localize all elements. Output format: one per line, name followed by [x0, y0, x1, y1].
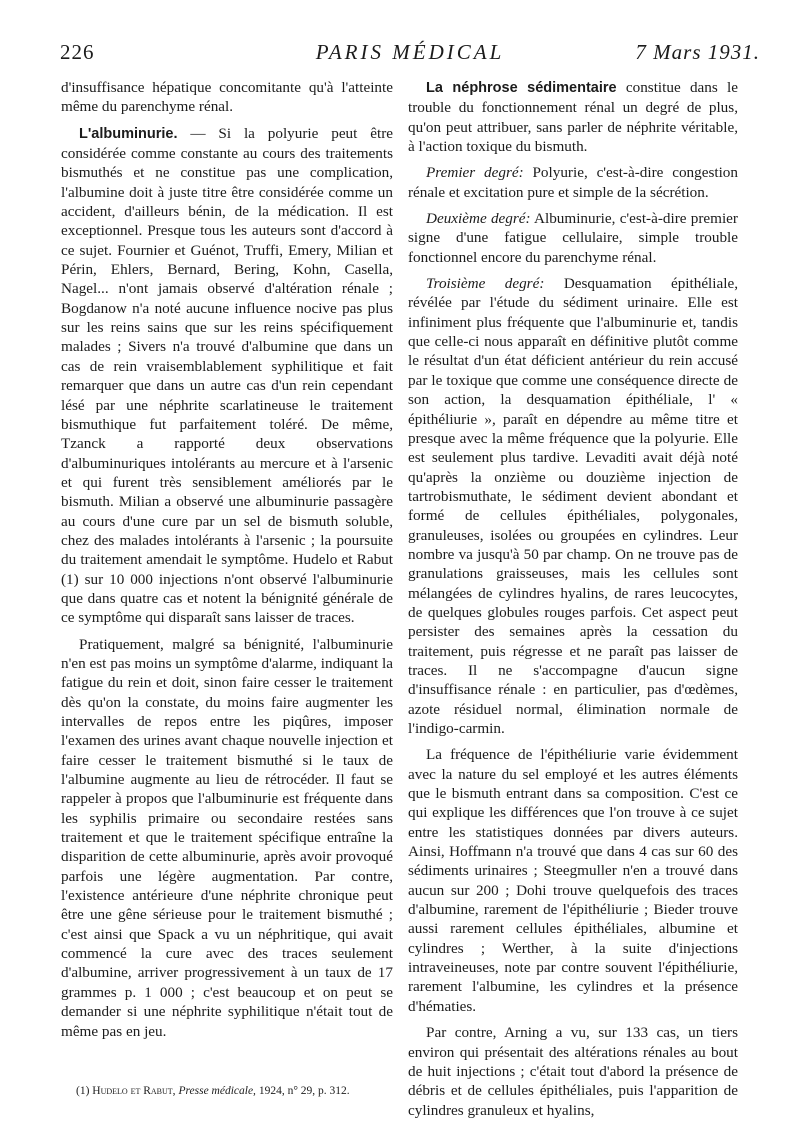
paragraph-nephrose [408, 78, 738, 156]
paragraph-text: — Si la polyurie peut être considérée comme constante au cours des traitements bismuthés et ne constitue pas une complication, l'albumine doit à juste titre être considérée comme un accident, d'ailleurs bénin, de la médication. Il est exceptionnel. Presque tous les auteurs sont d'accord à ce sujet. Fournier et Guénot, Truffi, Emery, Milian et Périn, Ehlers, Bernard, Bering, Kohn, Casella, Nagel... n'ont jamais observé d'altération rénale ; Bogdanow n'a noté aucune influence nocive pas plus sur les reins sains que sur les reins spécifiquement malades ; Sivers n'a trouvé d'albumine que dans un cas de rein vraisemblablement syphilitique et fait remarquer que dans un autre cas d'un rein cependant lésé par une néphrite scarlatineuse le traitement bismuthique fut parfaitement toléré. De même, Tzanck a rapporté deux observations d'albuminuriques intolérants au mercure et à l'arsenic et qui furent très sensiblement améliorés par le bismuth. Milian a observé une albuminurie passagère au cours d'une cure par un sel de bismuth soluble, chez des malades intolérants à l'arsenic ; la poursuite du traitement amendait le symptôme. Hudelo et Rabut (1) sur 10 000 injections n'ont observé l'albuminurie que dans quatre cas et notent la bénignité générale de ce symptôme qui disparaît sans laisser de traces. [61, 124, 393, 627]
right-column [408, 78, 738, 1127]
paragraph-text: Par contre, Arning a vu, sur 133 cas, un tiers environ qui présentait des altérations rénales au bout de huit injections ; c'était tout d'abord la présence de débris et de cellules épithéliales, puis l'apparition de cylindres granuleux et hyalins, [408, 1024, 738, 1119]
paragraph-text: Desquamation épithéliale, révélée par l'étude du sédiment urinaire. Elle est infiniment plus fréquente que l'albuminurie et, tandis que celle-ci nous apparaît en définitive plutôt comme le résultat d'un état déficient antérieur du rein accusé par le toxique que comme une conséquence directe de son action, la desquamation épithéliale, l' « épithéliurie », paraît en dépendre au même titre et presque avec la même fréquence que la polyurie. Elle est seulement plus tardive. Levaditi avait déjà noté qu'après la onzième ou douzième injection de tartrobismuthate, le sédiment devient abondant et formé de cellules épithéliales, polygonales, granuleuses, isolées ou groupées en cylindres. Leur nombre va jusqu'à 50 par champ. On ne trouve pas de granulations graisseuses, mais les cellules sont mélangées de cylindres hyalins, de rares leucocytes, de quelques globules rouges parfois. Cet aspect peut persister des semaines après la cessation du traitement, puis régresse et ne paraît pas laisser de traces. Il ne s'accompagne d'aucun signe d'insuffisance rénale : en particulier, pas d'œdèmes, azote résiduel normal, élimination normale de l'indigo-carmin. [408, 275, 738, 737]
paragraph-troisieme-degre [408, 274, 738, 738]
section-heading-albuminurie: L'albuminurie. [79, 125, 178, 142]
paragraph-deuxieme-degre [408, 209, 738, 267]
footnote [76, 1084, 406, 1098]
left-column [61, 78, 393, 1048]
section-heading-nephrose: La néphrose sédimentaire [426, 80, 617, 96]
paragraph-albuminurie [61, 124, 393, 628]
paragraph-text: d'insuffisance hépatique concomitante qu'à l'atteinte même du parenchyme rénal. [61, 79, 393, 116]
paragraph-continuation [61, 78, 393, 117]
footnote-citation: 1924, n° 29, p. 312. [258, 1085, 350, 1097]
paragraph-frequence [408, 745, 738, 1016]
running-header [60, 40, 760, 74]
degree-label-premier: Premier degré: [426, 164, 524, 182]
footnote-journal: Presse médicale, [178, 1085, 256, 1097]
paragraph-pratiquement [61, 635, 393, 1041]
footnote-authors: Hudelo et Rabut, [92, 1085, 176, 1097]
paragraph-arning [408, 1023, 738, 1120]
paragraph-premier-degre [408, 163, 738, 202]
degree-label-deuxieme: Deuxième degré: [426, 210, 531, 228]
issue-date: 7 Mars 1931. [635, 40, 760, 64]
paragraph-text: Albuminurie, c'est-à-dire premier signe d'une fatigue cellulaire, simple trouble fonctionnel encore du parenchyme rénal. [408, 210, 738, 266]
journal-title: PARIS MÉDICAL [315, 40, 505, 64]
page-number: 226 [60, 40, 95, 64]
paragraph-text: Polyurie, c'est-à-dire congestion rénale et excitation pure et simple de la sécrétion. [408, 164, 738, 201]
footnote-marker: (1) [76, 1085, 90, 1097]
paragraph-text: constitue dans le trouble du fonctionnement rénal un degré de plus, qu'on peut attribuer, sans parler de néphrite véritable, à l'action toxique du bismuth. [408, 79, 738, 156]
paragraph-text: Pratiquement, malgré sa bénignité, l'albuminurie n'en est pas moins un symptôme d'alarme, indiquant la fatigue du rein et doit, sinon faire cesser le traitement dès qu'on la constate, du moins faire augmenter les intervalles de repos entre les piqûres, imposer l'examen des urines avant chaque nouvelle injection et faire cesser le traitement bismuthé si le taux de l'albumine augmente au lieu de rétrocéder. Il faut se rappeler à propos que l'albuminurie est fréquente dans les syphilis primaire ou secondaire restées sans traitement et que le traitement spécifique entraîne la disparition de cette albuminurie, après avoir provoqué parfois une légère augmentation. Par contre, l'existence antérieure d'une néphrite chronique peut être une gêne sérieuse pour le traitement bismuthé ; c'est ainsi que Spack a vu un néphritique, qui avait commencé la cure avec des traces seulement d'albumine, arriver progressivement à un taux de 17 grammes p. 1 000 ; c'est beaucoup et on peut se demander si une néphrite syphilitique n'était tout de même pas en jeu. [61, 635, 393, 1040]
degree-label-troisieme: Troisième degré: [426, 275, 545, 293]
paragraph-text: La fréquence de l'épithéliurie varie évidemment avec la nature du sel employé et les autres éléments que le bismuth entrant dans sa composition. C'est ce qui explique les différences que l'on trouve à ce sujet entre les statistiques données par divers auteurs. Ainsi, Hoffmann n'a trouvé que dans 4 cas sur 60 des sédiments urinaires ; Steegmuller n'en a trouvé dans aucun sur 200 ; Dohi trouve quelquefois des traces d'albumine, rarement de l'épithéliurie ; Bieder trouve aussi rarement cellules épithéliales, albumine et cylindres ; Werther, à la suite d'injections intraveineuses, note par contre souvent l'épithéliurie, rarement l'albumine, les cylindres et la présence d'hématies. [408, 746, 738, 1015]
